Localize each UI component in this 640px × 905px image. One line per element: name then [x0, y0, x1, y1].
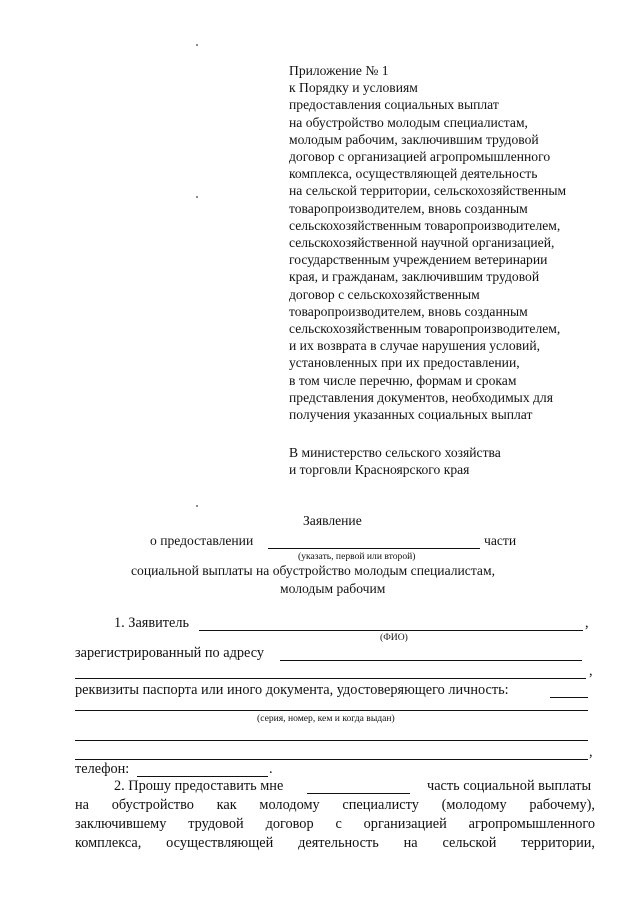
scan-speck: [196, 196, 198, 198]
phone-label: телефон:: [75, 761, 130, 777]
request-word: как: [216, 797, 237, 813]
annex-line: к Порядку и условиям: [289, 80, 418, 96]
request-word: агропромышленного: [468, 816, 596, 832]
request-word: заключившему: [75, 816, 167, 832]
request-word: договор: [265, 816, 314, 832]
passport-field-line-3[interactable]: [75, 740, 588, 741]
annex-line: договор с организацией агропромышленного: [289, 149, 551, 165]
applicant-label: 1. Заявитель: [114, 615, 190, 631]
request-word: молодому: [259, 797, 320, 813]
annex-line: предоставления социальных выплат: [289, 97, 499, 113]
annex-line: края, и гражданам, заключившим трудовой: [289, 269, 540, 285]
about-prefix: о предоставлении: [150, 533, 254, 548]
annex-line: государственным учреждением ветеринарии: [289, 252, 548, 268]
request-word: комплекса,: [75, 835, 142, 851]
address-comma: ,: [589, 663, 593, 679]
annex-line: на обустройство молодым специалистам,: [289, 114, 528, 130]
request-word: сельской: [442, 835, 497, 851]
address-label: зарегистрированный по адресу: [75, 645, 265, 661]
request-part-field[interactable]: [307, 793, 410, 794]
annex-line: в том числе перечню, формам и срокам: [289, 372, 517, 388]
about-suffix: части: [484, 533, 517, 548]
annex-line: договор с сельскохозяйственным: [289, 286, 480, 302]
applicant-name-field[interactable]: [199, 630, 583, 631]
annex-line: комплекса, осуществляющей деятельность: [289, 166, 538, 182]
phone-field[interactable]: [137, 776, 268, 777]
annex-line: Приложение № 1: [289, 63, 389, 78]
passport-field-line-4[interactable]: [75, 759, 588, 760]
recipient-line: и торговли Красноярского края: [289, 462, 470, 478]
recipient-block: [289, 444, 629, 478]
request-word: трудовой: [188, 816, 244, 832]
payment-part-caption: (указать, первой или второй): [298, 551, 416, 562]
recipient-line: В министерство сельского хозяйства: [289, 445, 501, 460]
annex-line: на сельской территории, сельскохозяйственным: [289, 183, 567, 199]
annex-line: сельскохозяйственным товаропроизводителем,: [289, 217, 561, 233]
request-word: рабочему),: [529, 797, 595, 813]
annex-line: сельскохозяйственной научной организацией,: [289, 235, 555, 251]
request-line-1-start: 2. Прошу предоставить мне: [114, 778, 284, 794]
passport-comma: ,: [589, 744, 593, 760]
request-line-4: [75, 834, 595, 854]
request-word: с: [335, 816, 342, 832]
request-line-3: [75, 815, 595, 835]
request-word: организацией: [363, 816, 447, 832]
annex-line: товаропроизводителем, вновь созданным: [289, 303, 528, 319]
request-line-2: [75, 796, 595, 816]
annex-line: получения указанных социальных выплат: [289, 407, 533, 423]
annex-line: представления документов, необходимых для: [289, 389, 553, 405]
request-word: на: [75, 797, 89, 813]
payment-part-field[interactable]: [268, 548, 480, 549]
scan-speck: [196, 44, 198, 46]
applicant-comma: ,: [585, 615, 589, 631]
annex-header: [289, 62, 629, 423]
subject-line-2: молодым рабочим: [280, 581, 386, 596]
annex-line: установленных при их предоставлении,: [289, 355, 520, 371]
annex-line: молодым рабочим, заключившим трудовой: [289, 131, 539, 147]
scan-speck: [196, 505, 198, 507]
request-word: деятельность: [298, 835, 379, 851]
passport-label: реквизиты паспорта или иного документа, удостоверяющего личность:: [75, 682, 509, 698]
request-word: на: [403, 835, 418, 851]
annex-line: товаропроизводителем, вновь созданным: [289, 200, 528, 216]
request-word: осуществляющей: [166, 835, 274, 851]
annex-line: сельскохозяйственным товаропроизводителем,: [289, 321, 561, 337]
request-word: специалисту: [342, 797, 419, 813]
passport-field[interactable]: [550, 697, 588, 698]
request-line-1-end: часть социальной выплаты: [427, 778, 592, 794]
request-word: обустройство: [111, 797, 194, 813]
annex-line: и их возврата в случае нарушения условий,: [289, 338, 541, 354]
request-word: (молодому: [441, 797, 507, 813]
applicant-caption: (ФИО): [380, 632, 408, 643]
passport-caption: (серия, номер, кем и когда выдан): [257, 713, 395, 724]
statement-title: Заявление: [303, 513, 362, 528]
subject-line-1: социальной выплаты на обустройство молодым специалистам,: [131, 563, 495, 578]
address-field-continued[interactable]: [75, 678, 586, 679]
request-word: территории,: [521, 835, 595, 851]
passport-field-continued[interactable]: [75, 710, 588, 711]
address-field[interactable]: [280, 660, 582, 661]
phone-period: .: [269, 761, 273, 777]
